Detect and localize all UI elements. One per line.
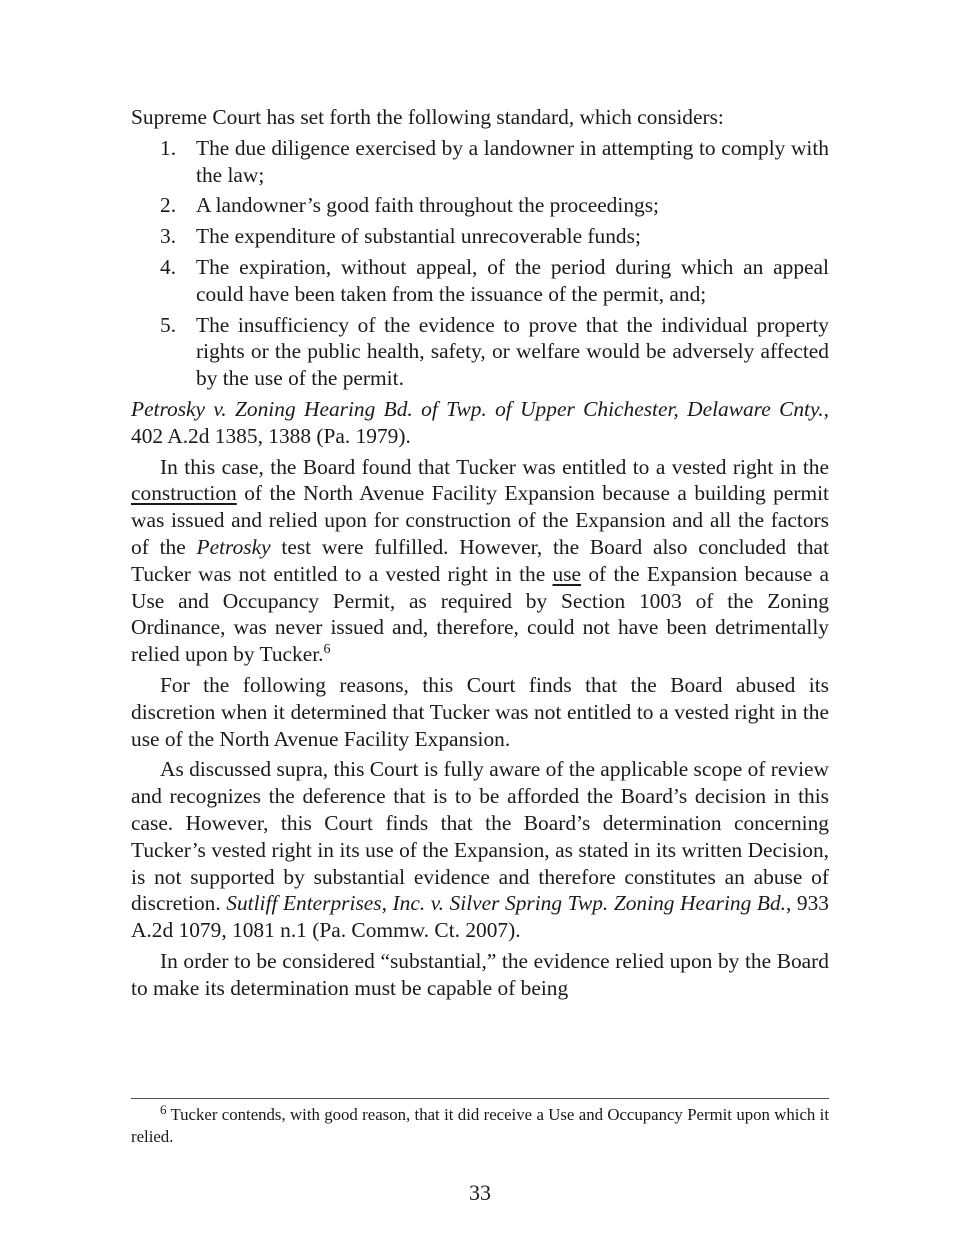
list-item: [131, 312, 829, 392]
text-run: test were fulfilled. However, the Board also concluded that Tucker was not entitled to a vested right in the: [131, 534, 829, 586]
list-number: 3.: [160, 224, 177, 249]
case-short-name: Petrosky: [196, 534, 271, 559]
footnote-mark: 6: [160, 1102, 167, 1117]
list-number: 4.: [160, 254, 177, 279]
paragraph-scope-review: [131, 756, 829, 944]
case-reporter: , 402 A.2d 1385, 1388 (Pa. 1979).: [131, 396, 829, 448]
paragraph-substantial: In order to be considered “substantial,” the evidence relied upon by the Board to make its determination must be capable of being: [131, 948, 829, 1000]
intro-line: Supreme Court has set forth the following standard, which considers:: [131, 105, 724, 129]
list-text: A landowner’s good faith throughout the proceedings;: [196, 193, 659, 218]
footnote-divider: [131, 1098, 829, 1099]
text-run: of the North Avenue Facility Expansion because a building permit was issued and relied upon for construction of the Expansion and all the factors of the: [131, 481, 829, 559]
case-name: Sutliff Enterprises, Inc. v. Silver Spring Twp. Zoning Hearing Bd.: [226, 891, 786, 916]
footnote-reference[interactable]: 6: [323, 642, 331, 658]
case-name: Petrosky v. Zoning Hearing Bd. of Twp. of Upper Chichester, Delaware Cnty.: [131, 396, 824, 421]
standard-list: [131, 135, 829, 392]
list-number: 1.: [160, 135, 177, 160]
list-text: The expenditure of substantial unrecoverable funds;: [196, 224, 641, 249]
text-run: In this case, the Board found that Tucker was entitled to a vested right in the: [160, 454, 829, 479]
case-reporter: , 933 A.2d 1079, 1081 n.1 (Pa. Commw. Ct. 2007).: [131, 891, 830, 943]
paragraph-vested-right: [131, 454, 829, 668]
footnote-text: Tucker contends, with good reason, that it did receive a Use and Occupancy Permit upon which it relied.: [131, 1105, 829, 1146]
list-item: [131, 192, 829, 219]
citation-petrosky: [131, 396, 829, 450]
list-text: The due diligence exercised by a landowner in attempting to comply with the law;: [196, 135, 829, 187]
list-number: 2.: [160, 193, 177, 218]
page-number: 33: [469, 1180, 491, 1205]
list-text: The insufficiency of the evidence to prove that the individual property rights or the public health, safety, or welfare would be adversely affected by the use of the permit.: [196, 312, 829, 391]
list-item: [131, 254, 829, 308]
text-run: of the Expansion because a Use and Occupancy Permit, as required by Section 1003 of the Zoning Ordinance, was never issued and, therefore, could not have been detrimentally relied upon by Tucker.: [131, 561, 829, 667]
list-number: 5.: [160, 312, 177, 337]
list-text: The expiration, without appeal, of the period during which an appeal could have been taken from the issuance of the permit, and;: [196, 254, 829, 306]
list-item: [131, 223, 829, 250]
paragraph-abuse-discretion: For the following reasons, this Court finds that the Board abused its discretion when it determined that Tucker was not entitled to a vested right in the use of the North Avenue Facility Expansion.: [131, 672, 829, 751]
underlined-term: construction: [131, 481, 237, 506]
footnote: [131, 1104, 829, 1148]
page-body: [131, 104, 829, 1002]
underlined-term: use: [552, 561, 582, 586]
list-item: [131, 135, 829, 189]
text-run: As discussed supra, this Court is fully aware of the applicable scope of review and recognizes the deference that is to be afforded the Board’s decision in this case. However, this Court finds that the Board’s determination concerning Tucker’s vested right in its use of the Expansion, as stated in its written Decision, is not supported by substantial evidence and therefore constitutes an abuse of discretion.: [131, 757, 829, 916]
